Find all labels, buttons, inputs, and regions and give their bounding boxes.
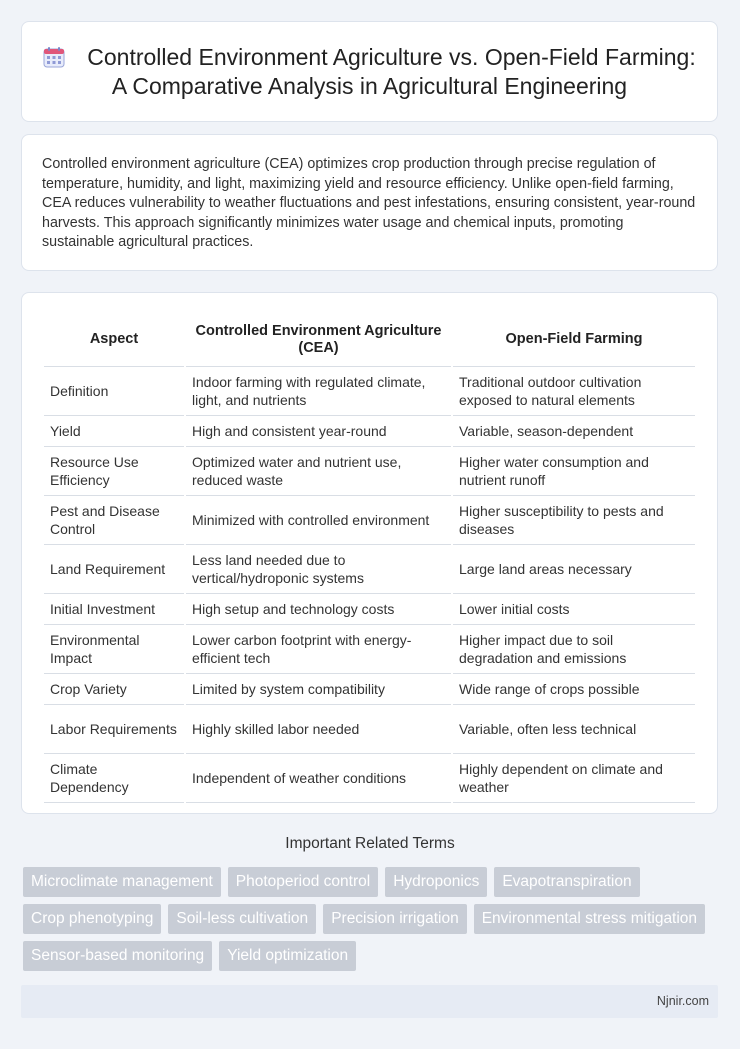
cea-cell: High setup and technology costs xyxy=(186,594,451,625)
table-row xyxy=(44,367,695,416)
cea-cell: Less land needed due to vertical/hydroponic systems xyxy=(186,545,451,594)
comparison-table xyxy=(42,313,697,803)
open-field-cell: Variable, often less technical xyxy=(453,705,695,754)
cea-cell: Independent of weather conditions xyxy=(186,754,451,803)
open-field-cell: Highly dependent on climate and weather xyxy=(453,754,695,803)
aspect-cell: Resource Use Efficiency xyxy=(44,447,184,496)
term-tag[interactable]: Environmental stress mitigation xyxy=(474,904,705,934)
intro-paragraph: Controlled environment agriculture (CEA) optimizes crop production through precise regulation of temperature, humidity, and light, maximizing yield and resource efficiency. Unlike open-field farming, CEA reduces vulnerability to weather fluctuations and pest infestations, ensuring consistent, year-round harvests. This approach significantly minimizes water usage and chemical inputs, promoting sustainable agricultural practices. xyxy=(42,156,696,250)
page-title-text: Controlled Environment Agriculture vs. Open-Field Farming: A Comparative Analysis in Agricultural Engineering xyxy=(87,43,696,99)
cea-cell: Minimized with controlled environment xyxy=(186,496,451,545)
aspect-cell: Crop Variety xyxy=(44,674,184,705)
table-row xyxy=(44,545,695,594)
cea-cell: Limited by system compatibility xyxy=(186,674,451,705)
table-row xyxy=(44,674,695,705)
term-tag[interactable]: Hydroponics xyxy=(385,867,487,897)
open-field-cell: Higher impact due to soil degradation and emissions xyxy=(453,625,695,674)
aspect-cell: Labor Requirements xyxy=(44,705,184,754)
open-field-cell: Wide range of crops possible xyxy=(453,674,695,705)
open-field-cell: Higher susceptibility to pests and diseases xyxy=(453,496,695,545)
related-terms-heading: Important Related Terms xyxy=(285,835,455,852)
cea-cell: Lower carbon footprint with energy-efficient tech xyxy=(186,625,451,674)
table-row xyxy=(44,496,695,545)
term-tag[interactable]: Microclimate management xyxy=(23,867,221,897)
title-card xyxy=(21,21,718,122)
term-tag[interactable]: Precision irrigation xyxy=(323,904,467,934)
table-row xyxy=(44,705,695,754)
cea-cell: Optimized water and nutrient use, reduced waste xyxy=(186,447,451,496)
calendar-icon xyxy=(43,46,65,68)
cea-cell: High and consistent year-round xyxy=(186,416,451,447)
aspect-cell: Climate Dependency xyxy=(44,754,184,803)
term-tag[interactable]: Yield optimization xyxy=(219,941,356,971)
open-field-cell: Variable, season-dependent xyxy=(453,416,695,447)
aspect-cell: Pest and Disease Control xyxy=(44,496,184,545)
term-tag[interactable]: Soil-less cultivation xyxy=(168,904,316,934)
intro-card xyxy=(21,134,718,271)
open-field-cell: Traditional outdoor cultivation exposed to natural elements xyxy=(453,367,695,416)
aspect-cell: Yield xyxy=(44,416,184,447)
aspect-cell: Definition xyxy=(44,367,184,416)
table-row xyxy=(44,416,695,447)
cea-cell: Indoor farming with regulated climate, light, and nutrients xyxy=(186,367,451,416)
page-title xyxy=(22,43,717,101)
aspect-cell: Environmental Impact xyxy=(44,625,184,674)
aspect-cell: Initial Investment xyxy=(44,594,184,625)
table-row xyxy=(44,594,695,625)
table-row xyxy=(44,447,695,496)
open-field-cell: Large land areas necessary xyxy=(453,545,695,594)
cea-cell: Highly skilled labor needed xyxy=(186,705,451,754)
aspect-cell: Land Requirement xyxy=(44,545,184,594)
header-aspect: Aspect xyxy=(44,313,184,367)
footer xyxy=(21,985,718,1018)
table-row xyxy=(44,754,695,803)
table-header-row xyxy=(44,313,695,367)
term-tag[interactable]: Photoperiod control xyxy=(228,867,378,897)
term-tag[interactable]: Sensor-based monitoring xyxy=(23,941,212,971)
table-row xyxy=(44,625,695,674)
open-field-cell: Higher water consumption and nutrient runoff xyxy=(453,447,695,496)
header-cea: Controlled Environment Agriculture (CEA) xyxy=(186,313,451,367)
header-open-field: Open-Field Farming xyxy=(453,313,695,367)
table-card xyxy=(21,292,718,814)
footer-site-link[interactable]: Njnir.com xyxy=(656,994,709,1008)
term-tag[interactable]: Evapotranspiration xyxy=(494,867,639,897)
term-tag[interactable]: Crop phenotyping xyxy=(23,904,161,934)
related-terms-list xyxy=(23,867,723,971)
open-field-cell: Lower initial costs xyxy=(453,594,695,625)
